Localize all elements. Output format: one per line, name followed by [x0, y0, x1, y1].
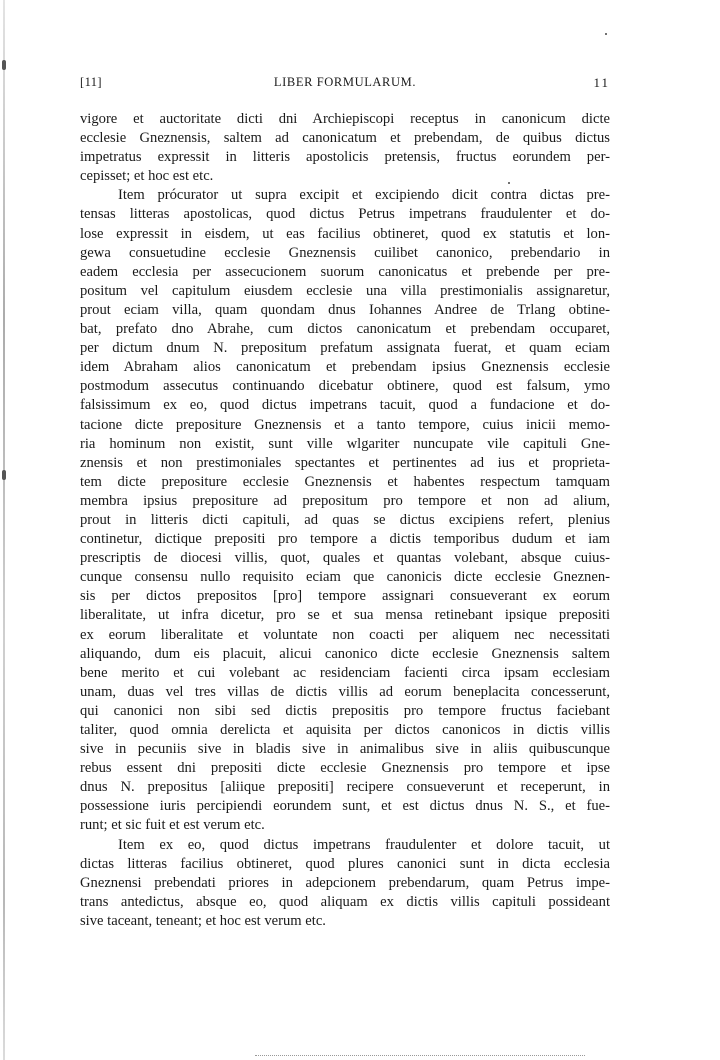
text-line: per dictum dnum N. prepositum prefatum assignata fuerat, et quam eciam — [80, 340, 610, 357]
edge-mark — [2, 60, 6, 70]
text-line: prout eciam villa, quam quondam dnus Iohannes Andree de Trlang obtine- — [80, 301, 610, 318]
text-line: membra ipsius prepositure ad prepositum pro tempore et non ad alium, — [80, 492, 610, 509]
header-section-number: [11] — [80, 75, 102, 89]
text-line: tacione dicte prepositure Gneznensis et a tanto tempore, cuius inicii memo- — [80, 416, 610, 433]
text-line: sive in pecuniis sive in bladis sive in animalibus sive in aliis quibuscunque — [80, 741, 610, 758]
text-line: rebus essent dni prepositi dicte ecclesie Gneznensis pro tempore et ipse — [80, 760, 610, 777]
speck — [605, 33, 607, 35]
body-text — [80, 110, 610, 931]
header-title: LIBER FORMULARUM. — [273, 75, 417, 89]
paragraph — [80, 186, 610, 835]
text-line: cunque consensu nullo requisito eciam que canonicis dicte ecclesie Gneznen- — [80, 569, 610, 586]
text-line: vigore et auctoritate dicti dni Archiepiscopi receptus in canonicum dicte — [80, 111, 610, 127]
text-line: possessione iuris percipiendi eorundem sunt, et est dictus dnus N. S., et fue- — [80, 798, 610, 815]
text-line: positum vel capitulum eiusdem ecclesie una villa prestimonialis assignaretur, — [80, 282, 610, 299]
text-line: znensis et non prestimoniales spectantes et pertinentes ad ius et proprieta- — [80, 454, 610, 471]
text-line: liberalitate, ut infra dicetur, pro se et sua mensa retinebant ipsique prepositi — [80, 607, 610, 624]
text-line: tem dicte prepositure ecclesie Gneznensis et habentes respectum tamquam — [80, 473, 610, 490]
page-left-edge — [3, 0, 5, 1060]
edge-mark — [2, 470, 6, 480]
text-line: gewa consuetudine ecclesie Gneznensis cuilibet canonico, prebendario in — [80, 244, 610, 261]
text-line: Item prócurator ut supra excipit et excipiendo dicit contra dictas pre- — [118, 187, 610, 204]
text-line: lose expressit in eisdem, ut eas facilius obtineret, quod ex statutis et lon- — [80, 225, 610, 242]
text-line: dnus N. prepositus [aliique prepositi] recipere consueverunt et receperunt, in — [80, 779, 610, 796]
text-line: bene merito et cui volebant ac residenciam facienti circa ipsam ecclesiam — [80, 664, 610, 681]
text-line: Item ex eo, quod dictus impetrans fraudulenter et dolore tacuit, ut — [118, 836, 610, 853]
text-line: aliquando, dum eis placuit, alicui canonico dicte ecclesie Gneznensis saltem — [80, 645, 610, 662]
text-line: cepisset; et hoc est etc. — [80, 168, 214, 185]
text-line: idem Abraham alios canonicatum et prebendam ipsius Gneznensis ecclesie — [80, 359, 610, 376]
text-line: trans antedictus, absque eo, quod aliquam ex dictis villis capituli possideant — [80, 893, 610, 910]
text-line: Gneznensi prebendati priores in adepcionem prebendarum, quam Petrus impe- — [80, 874, 610, 891]
text-line: ria hominum non existit, sunt ville wlgariter nuncupate vile capituli Gne- — [80, 435, 610, 452]
text-line: sis per dictos prepositos [pro] tempore assignari consueverant ex eorum — [80, 588, 610, 605]
text-line: continetur, dictique prepositi pro tempore a dictis temporibus dudum et iam — [80, 531, 610, 548]
page-number: 11 — [593, 75, 610, 90]
text-line: falsissimum ex eo, quod dictus impetrans tacuit, quod a fundacione et do- — [80, 397, 610, 414]
text-line: prout in litteris dicti capituli, ad quas se dictus excipiens refert, plenius — [80, 511, 610, 528]
text-line: ex eorum liberalitate et voluntate non coacti per aliquem nec necessitati — [80, 626, 610, 643]
text-line: dictas litteras facilius obtineret, quod plures canonici sunt in dicta ecclesia — [80, 855, 610, 872]
text-line: bat, prefato dno Abrahe, cum dictos canonicatum et prebendam occuparet, — [80, 321, 610, 338]
text-line: qui canonici non sibi sed dictis prepositis pro tempore fructus faciebant — [80, 702, 610, 719]
text-line: eadem ecclesia per assecucionem suorum canonicatus et prebende per pre- — [80, 263, 610, 280]
text-line: taliter, quod omnia derelicta et aquisita per dictos canonicos in dictis villis — [80, 722, 610, 738]
running-header — [80, 75, 610, 95]
paragraph — [80, 836, 610, 931]
scan-artifact — [255, 1055, 585, 1057]
text-line: ecclesie Gneznensis, saltem ad canonicatum et prebendam, de quibus dictus — [80, 130, 610, 147]
text-line: impetratus expressit in litteris apostolicis pretensis, fructus eorundem per- — [80, 149, 610, 166]
text-line: runt; et sic fuit et est verum etc. — [80, 817, 265, 834]
paragraph — [80, 110, 610, 186]
text-line: sive taceant, teneant; et hoc est verum etc. — [80, 912, 326, 929]
text-line: unam, duas vel tres villas de dictis villis ad eorum beneplacita concesserunt, — [80, 683, 610, 700]
text-line: tensas litteras apostolicas, quod dictus Petrus impetrans fraudulenter et do- — [80, 206, 610, 223]
text-line: postmodum assecutus continuando dicebatur obtinere, quod est falsum, ymo — [80, 378, 610, 395]
text-line: prescriptis de diocesi villis, quot, quales et quantas volebant, absque cuius- — [80, 550, 610, 567]
